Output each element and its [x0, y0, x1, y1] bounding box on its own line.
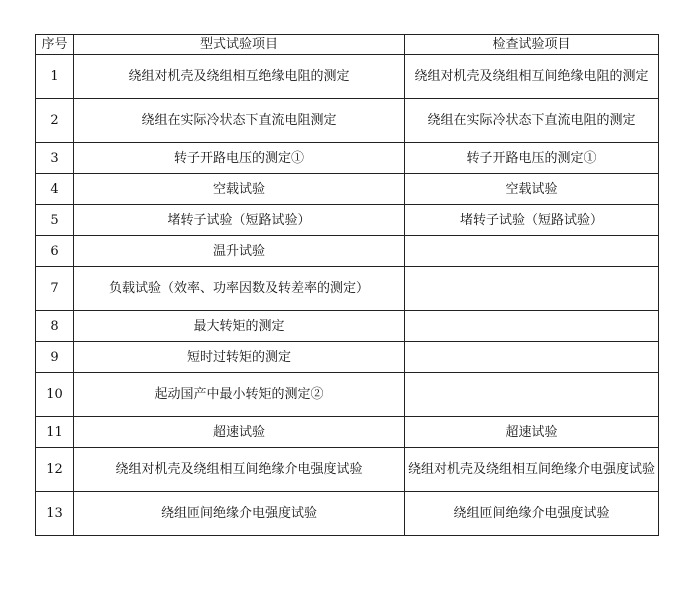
row-check-test: [405, 373, 659, 417]
row-seq: 5: [36, 205, 74, 236]
row-check-test: 超速试验: [405, 417, 659, 448]
table-row: [36, 342, 659, 373]
row-type-test: 绕组对机壳及绕组相互绝缘电阻的测定: [74, 55, 405, 99]
row-type-test: 超速试验: [74, 417, 405, 448]
row-seq: 12: [36, 448, 74, 492]
row-check-test: [405, 267, 659, 311]
row-seq: 2: [36, 99, 74, 143]
row-type-test: 转子开路电压的测定①: [74, 143, 405, 174]
row-seq: 10: [36, 373, 74, 417]
row-seq: 13: [36, 492, 74, 536]
table-row: [36, 311, 659, 342]
row-seq: 4: [36, 174, 74, 205]
table-row: [36, 492, 659, 536]
row-check-test: 空载试验: [405, 174, 659, 205]
header-row: [36, 35, 659, 55]
row-type-test: 温升试验: [74, 236, 405, 267]
row-check-test: 堵转子试验（短路试验）: [405, 205, 659, 236]
table-row: [36, 236, 659, 267]
row-type-test: 起动国产中最小转矩的测定②: [74, 373, 405, 417]
row-seq: 11: [36, 417, 74, 448]
row-check-test: 绕组在实际冷状态下直流电阻的测定: [405, 99, 659, 143]
header-type-test: 型式试验项目: [74, 35, 405, 55]
row-check-test: [405, 311, 659, 342]
row-seq: 3: [36, 143, 74, 174]
header-seq: 序号: [36, 35, 74, 55]
row-check-test: [405, 236, 659, 267]
table-row: [36, 267, 659, 311]
row-check-test: 绕组匝间绝缘介电强度试验: [405, 492, 659, 536]
row-check-test: 绕组对机壳及绕组相互间绝缘电阻的测定: [405, 55, 659, 99]
table-row: [36, 417, 659, 448]
table-row: [36, 55, 659, 99]
row-check-test: [405, 342, 659, 373]
row-seq: 9: [36, 342, 74, 373]
row-check-test: 转子开路电压的测定①: [405, 143, 659, 174]
header-check-test: 检查试验项目: [405, 35, 659, 55]
row-type-test: 绕组在实际冷状态下直流电阻测定: [74, 99, 405, 143]
row-seq: 8: [36, 311, 74, 342]
row-type-test: 最大转矩的测定: [74, 311, 405, 342]
test-items-table: [35, 34, 659, 536]
row-type-test: 堵转子试验（短路试验）: [74, 205, 405, 236]
row-seq: 6: [36, 236, 74, 267]
row-check-test: 绕组对机壳及绕组相互间绝缘介电强度试验: [405, 448, 659, 492]
table-row: [36, 143, 659, 174]
row-seq: 1: [36, 55, 74, 99]
row-type-test: 绕组对机壳及绕组相互间绝缘介电强度试验: [74, 448, 405, 492]
row-type-test: 绕组匝间绝缘介电强度试验: [74, 492, 405, 536]
table-row: [36, 373, 659, 417]
table-row: [36, 205, 659, 236]
table-row: [36, 99, 659, 143]
row-type-test: 负载试验（效率、功率因数及转差率的测定）: [74, 267, 405, 311]
table-row: [36, 448, 659, 492]
table-row: [36, 174, 659, 205]
row-type-test: 空载试验: [74, 174, 405, 205]
row-type-test: 短时过转矩的测定: [74, 342, 405, 373]
row-seq: 7: [36, 267, 74, 311]
